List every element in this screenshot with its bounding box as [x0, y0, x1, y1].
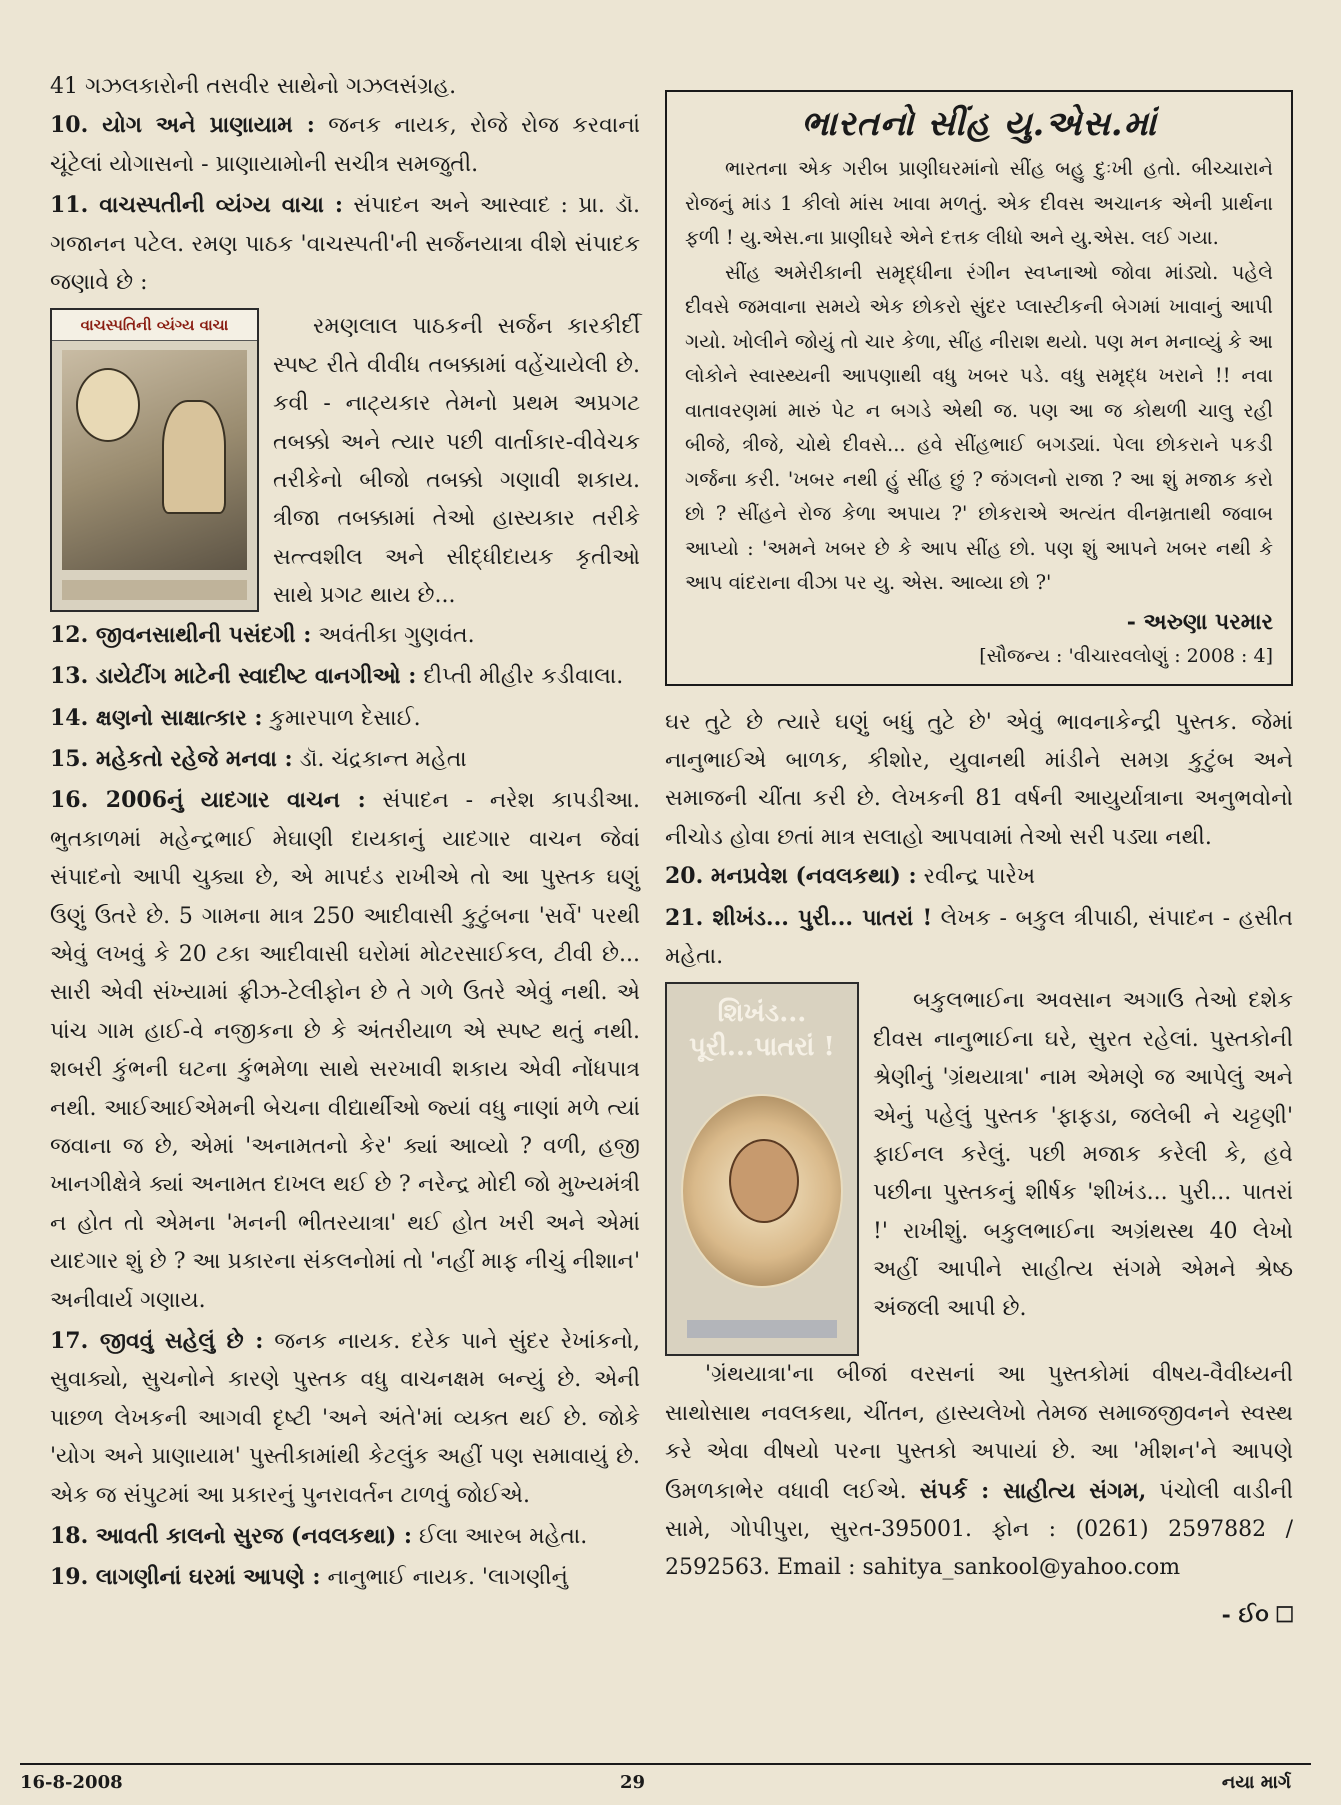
entry-text: અવંતીકા ગુણવંત.: [311, 622, 475, 648]
story-paragraph: સીંહ અમેરીકાની સમૃદ્ધીના રંગીન સ્વપ્નાઓ જોવા માંડ્યો. પહેલે દીવસે જમવાના સમયે એક છોકરો સુંદર પ્લાસ્ટીકની બેગમાં ખાવાનું આપી ગયો. ખોલીને જોયું તો ચાર કેળા, સીંહ નીરાશ થયો. પણ મન મનાવ્યું કે આ લોકોને સ્વાસ્થ્યની આપણાથી વધુ ખબર પડે. વધુ સમૃદ્ધ ખરાને !! નવા વાતાવરણમાં મારું પેટ ન બગડે એથી જ. પણ આ જ કોથળી ચાલુ રહી બીજે, ત્રીજે, ચોથે દીવસે... હવે સીંહભાઈ બગડ્યાં. પેલા છોકરાને પકડી ગર્જના કરી. 'ખબર નથી હું સીંહ છું ? જંગલનો રાજા ? આ શું મજાક કરો છો ? સીંહને રોજ કેળા અપાય ?' છોકરાએ અત્યંત વીનમ્રતાથી જવાબ આપ્યો : 'અમને ખબર છે કે આપ સીંહ છો. પણ શું આપને ખબર નથી કે આપ વાંદરાના વીઝા પર યુ. એસ. આવ્યા છો ?': [685, 260, 1273, 594]
cartoon-figure: [76, 368, 140, 442]
book-inset-vachaspati: [50, 308, 640, 615]
book-entry-14: [50, 699, 640, 738]
book-entry-20: [665, 857, 1293, 896]
book-inset-shikhand: [665, 982, 1293, 1356]
entry-text: દીપ્તી મીહીર કડીવાલા.: [416, 664, 624, 690]
entry-text: કુમારપાળ દેસાઈ.: [262, 705, 421, 731]
book-cover-title: શિખંડ... પૂરી...પાતરાં !: [689, 998, 835, 1063]
book-entry-16: [50, 781, 640, 1320]
author-portrait: [729, 1139, 799, 1223]
entry-title: 16. 2006નું યાદગાર વાચન :: [50, 787, 366, 814]
entry-title: 18. આવતી કાલનો સુરજ (નવલકથા) :: [50, 1523, 413, 1550]
book-entry-15: [50, 740, 640, 779]
entry-19-continuation: ઘર તુટે છે ત્યારે ઘણું બધું તુટે છે' એવું ભાવનાકેન્દ્રી પુસ્તક. જેમાં નાનુભાઈએ બાળક, કીશોર, યુવાનથી માંડીને સમગ્ર કુટુંબ અને સમાજની ચીંતા કરી છે. લેખકની 81 વર્ષની આયુર્યાત્રાના અનુભવોનો નીચોડ હોવા છતાં માત્ર સલાહો આપવામાં તેઓ સરી પડ્યા નથી.: [665, 709, 1293, 850]
right-column: [665, 68, 1293, 1634]
cover-footer: [62, 580, 247, 600]
cover-author-strip: [687, 1320, 837, 1338]
book-entry-21: [665, 899, 1293, 977]
story-title: ભારતનો સીંહ યુ.એસ.માં: [801, 104, 1157, 144]
entry-title: 19. લાગણીનાં ઘરમાં આપણે :: [50, 1564, 321, 1591]
inset-text: બકુલભાઈના અવસાન અગાઉ તેઓ દશેક દીવસ નાનુભાઈના ઘરે, સુરત રહેલાં. પુસ્તકોની શ્રેણીનું 'ગ્રંથયાત્રા' નામ એમણે જ આપેલું અને એનું પહેલું પુસ્તક 'ફાફડા, જલેબી ને ચટ્ટણી' ફાઈનલ કરેલું. પછી મજાક કરેલી કે, હવે પછીના પુસ્તકનું શીર્ષક 'શીખંડ... પુરી... પાતરાં !' રાખીશું. બકુલભાઈના અગ્રંથસ્થ 40 લેખો અહીં આપીને સાહીત્ય સંગમે એમને શ્રેષ્ઠ અંજલી આપી છે.: [873, 988, 1293, 1321]
entry-title: 15. મહેકતો રહેજે મનવા :: [50, 745, 293, 772]
entry-text: ઈલા આરબ મહેતા.: [412, 1524, 588, 1550]
entry-title: 13. ડાયેટીંગ માટેની સ્વાદીષ્ટ વાનગીઓ :: [50, 663, 417, 690]
entry-text: રવીન્દ્ર પારેખ: [916, 864, 1036, 890]
book-entry-12: [50, 616, 640, 655]
book-cover-image: [665, 982, 859, 1356]
book-entry-18: [50, 1517, 640, 1556]
contact-text: પંચોલી વાડીની સામે, ગોપીપુરા, સુરત-395001. ફોન : (0261) 2597882 / 2592563. Email : sahitya_sankool@yahoo.com: [665, 1478, 1293, 1581]
book-entry-11: [50, 186, 640, 302]
page-number: 29: [620, 1772, 646, 1793]
entry-title: 21. શીખંડ... પુરી... પાતરાં !: [665, 904, 933, 931]
entry-title: 17. જીવવું સહેલું છે :: [50, 1328, 264, 1354]
boxed-story: [665, 90, 1293, 686]
entry-text: ડૉ. ચંદ્રકાન્ત મહેતા: [292, 746, 467, 772]
book-entry-19: [50, 1558, 640, 1597]
book-entry-17: [50, 1322, 640, 1515]
entry-title: 12. જીવનસાથીની પસંદગી :: [50, 621, 312, 648]
closing-text: 'ગ્રંથયાત્રા'ના બીજાં વરસનાં આ પુસ્તકોમાં વીષય-વૈવીધ્યની સાથોસાથ નવલકથા, ચીંતન, હાસ્યલેખો તેમજ સમાજજીવનને સ્વસ્થ કરે એવા વીષયો પરના પુસ્તકો અપાયાં છે. આ 'મીશન'ને આપણે ઉમળકાભેર વધાવી લઈએ.: [665, 1362, 1293, 1504]
contact-label: સંપર્ક : સાહીત્ય સંગમ,: [919, 1477, 1147, 1504]
story-credit: [સૌજન્ય : 'વીચારવલોણું : 2008 : 4]: [979, 645, 1273, 667]
inset-text: રમણલાલ પાઠકની સર્જન કારકીર્દી સ્પષ્ટ રીતે વીવીધ તબક્કામાં વહેંચાયેલી છે. કવી - નાટ્યકાર તેમનો પ્રથમ અપ્રગટ તબક્કો અને ત્યાર પછી વાર્તાકાર-વીવેચક તરીકેનો બીજો તબક્કો ગણાવી શકાય. ત્રીજા તબક્કામાં તેઓ હાસ્યકાર તરીકે સત્ત્વશીલ અને સીદ્ધીદાયક કૃતીઓ સાથે પ્રગટ થાય છે...: [273, 314, 640, 609]
book-entry-13: [50, 657, 640, 696]
entry-text: જનક નાયક. દરેક પાને સુંદર રેખાંકનો, સુવાક્યો, સુચનોને કારણે પુસ્તક વધુ વાચનક્ષમ બન્યું છે. એની પાછળ લેખકની આગવી દૃષ્ટી 'અને અંતે'માં વ્યક્ત થઈ છે. જોકે 'યોગ અને પ્રાણાયામ' પુસ્તીકામાંથી કેટલુંક અહીં પણ સમાવાયું છે. એક જ સંપુટમાં આ પ્રકારનું પુનરાવર્તન ટાળવું જોઈએ.: [50, 1329, 640, 1508]
entry-text: નાનુભાઈ નાયક. 'લાગણીનું: [320, 1565, 568, 1591]
entry-text: લેખક - બકુલ ત્રીપાઠી, સંપાદન - હસીત મહેતા.: [665, 905, 1293, 969]
footer-date: 16-8-2008: [20, 1772, 123, 1793]
story-paragraph: ભારતના એક ગરીબ પ્રાણીઘરમાંનો સીંહ બહુ દુઃખી હતો. બીચ્ચારાને રોજનું માંડ 1 કીલો માંસ ખાવા મળતું. એક દીવસ અચાનક એની પ્રાર્થના ફળી ! યુ.એસ.ના પ્રાણીઘરે એને દત્તક લીધો અને યુ.એસ. લઈ ગયા.: [685, 157, 1273, 249]
cartoon-figure: [162, 400, 226, 514]
article-end-mark: - ઈ૦ ☐: [1221, 1601, 1293, 1628]
footer-divider: [20, 1763, 1311, 1765]
book-entry-10: [50, 106, 640, 184]
magazine-name: નયા માર્ગ: [1221, 1772, 1291, 1793]
entry-title: 14. ક્ષણનો સાક્ષાત્કાર :: [50, 704, 263, 731]
entry-title: 10. યોગ અને પ્રાણાયામ :: [50, 112, 315, 139]
entry-text: સંપાદન અને આસ્વાદ : પ્રા. ડૉ. ગજાનન પટેલ. રમણ પાઠક 'વાચસ્પતી'ની સર્જનયાત્રા વીશે સંપાદક જણાવે છે :: [50, 193, 640, 296]
intro-line: 41 ગઝલકારોની તસવીર સાથેનો ગઝલસંગ્રહ.: [50, 74, 457, 99]
book-cover-image: [50, 308, 259, 612]
entry-text: જનક નાયક, રોજે રોજ કરવાનાં ચૂંટેલાં યોગાસનો - પ્રાણાયામોની સચીત્ર સમજુતી.: [50, 113, 640, 177]
entry-title: 11. વાચસ્પતીની વ્યંગ્ય વાચા :: [50, 192, 344, 219]
left-column: [50, 68, 640, 1600]
closing-paragraph: [665, 1356, 1293, 1587]
book-cover-title: વાચસ્પતિની વ્યંગ્ય વાચા: [52, 310, 257, 341]
story-author: - અરુણા પરમાર: [1126, 608, 1273, 635]
entry-title: 20. મનપ્રવેશ (નવલકથા) :: [665, 863, 917, 890]
entry-text: સંપાદન - નરેશ કાપડીઆ. ભુતકાળમાં મહેન્દ્રભાઈ મેઘાણી દાયકાનું યાદગાર વાચન જેવાં સંપાદનો આપી ચુક્યા છે, એ માપદંડ રાખીએ તો આ પુસ્તક ઘણું ઉણું ઉતરે છે. 5 ગામના માત્ર 250 આદીવાસી કુટુંબના 'સર્વે' પરથી એવું લખવું કે 20 ટકા આદીવાસી ઘરોમાં મોટરસાઈકલ, ટીવી છે... સારી એવી સંખ્યામાં ફ્રીઝ-ટેલીફોન છે તે ગળે ઉતરે એવું નથી. એ પાંચ ગામ હાઈ-વે નજીકના છે કે અંતરીયાળ એ સ્પષ્ટ થતું નથી. શબરી કુંભની ઘટના કુંભમેળા સાથે સરખાવી શકાય એવી નોંધપાત્ર નથી. આઈઆઈએમની બેચના વીદ્યાર્થીઓ જ્યાં વધુ નાણાં મળે ત્યાં જવાના જ છે, એમાં 'અનામતનો કેર' ક્યાં આવ્યો ? વળી, હજી ખાનગીક્ષેત્રે ક્યાં અનામત દાખલ થઈ છે ? નરેન્દ્ર મોદી જો મુખ્યમંત્રી ન હોત તો એમના 'મનની ભીતરયાત્રા' થઈ હોત ખરી અને એમાં યાદગાર શું છે ? આ પ્રકારના સંકલનોમાં તો 'નહીં માફ નીચું નીશાન' અનીવાર્ય ગણાય.: [50, 788, 640, 1313]
